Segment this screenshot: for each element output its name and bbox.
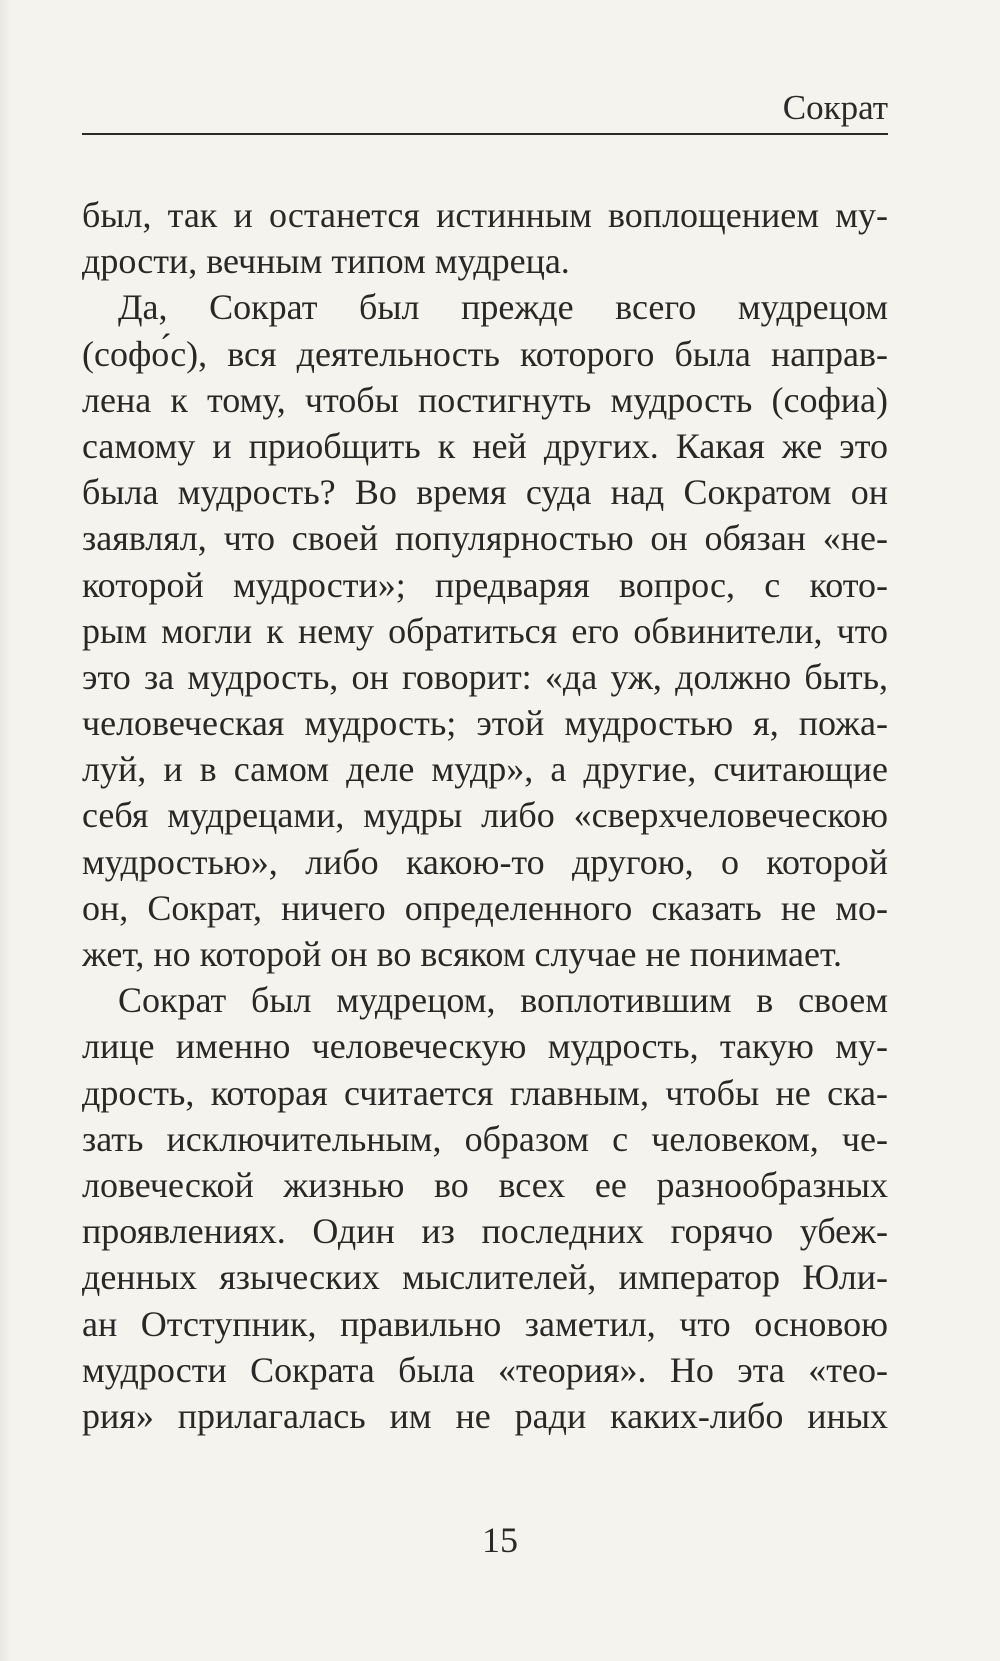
text-line: Да, Сократ был прежде всего мудрецом (118, 287, 888, 328)
text-line: луй, и в самом деле мудр», а другие, считающие (82, 749, 888, 790)
text-line: ан Отступник, правильно заметил, что основою (82, 1303, 888, 1344)
text-line: лице именно человеческую мудрость, такую му- (82, 1026, 888, 1067)
text-line: лена к тому, чтобы постигнуть мудрость (софиа) (82, 379, 888, 420)
page-edge-shadow (0, 0, 10, 1661)
text-line: рия» прилагалась им не ради каких-либо иных (82, 1395, 888, 1436)
text-line: рым могли к нему обратиться его обвинители, что (82, 610, 888, 651)
text-line: был, так и останется истинным воплощением му- (82, 195, 888, 235)
text-line: которой мудрости»; предваряя вопрос, с кото- (82, 564, 888, 605)
text-line: проявлениях. Один из последних горячо убеж- (82, 1211, 888, 1252)
text-line: дрости, вечным типом мудреца. (82, 241, 570, 282)
text-line: жет, но которой он во всяком случае не понимает. (82, 934, 843, 974)
text-line: это за мудрость, он говорит: «да уж, должно быть, (82, 656, 888, 697)
header-rule (82, 133, 888, 135)
text-line: денных языческих мыслителей, император Юли- (82, 1257, 888, 1298)
running-head: Сократ (782, 88, 888, 127)
text-line: человеческая мудрость; этой мудростью я, пожа- (82, 703, 888, 744)
text-line: он, Сократ, ничего определенного сказать не мо- (82, 887, 888, 928)
text-line: (софо́с), вся деятельность которого была направ- (82, 333, 888, 374)
text-line: мудростью», либо какою-то другою, о которой (82, 841, 888, 882)
text-line: зать исключительным, образом с человеком, че- (82, 1118, 888, 1159)
text-line: была мудрость? Во время суда над Сократом он (82, 472, 888, 513)
text-line: дрость, которая считается главным, чтобы не ска- (82, 1072, 888, 1113)
text-line: Сократ был мудрецом, воплотившим в своем (118, 980, 888, 1021)
text-line: заявлял, что своей популярностью он обязан «не- (82, 518, 888, 559)
text-line: мудрости Сократа была «теория». Но эта «тео- (82, 1349, 888, 1390)
text-line: самому и приобщить к ней других. Какая же это (82, 425, 888, 466)
text-line: себя мудрецами, мудры либо «сверхчеловеческою (82, 795, 888, 836)
page-number: 15 (482, 1520, 518, 1560)
text-line: ловеческой жизнью во всех ее разнообразных (82, 1164, 888, 1205)
body-text (82, 192, 888, 1439)
